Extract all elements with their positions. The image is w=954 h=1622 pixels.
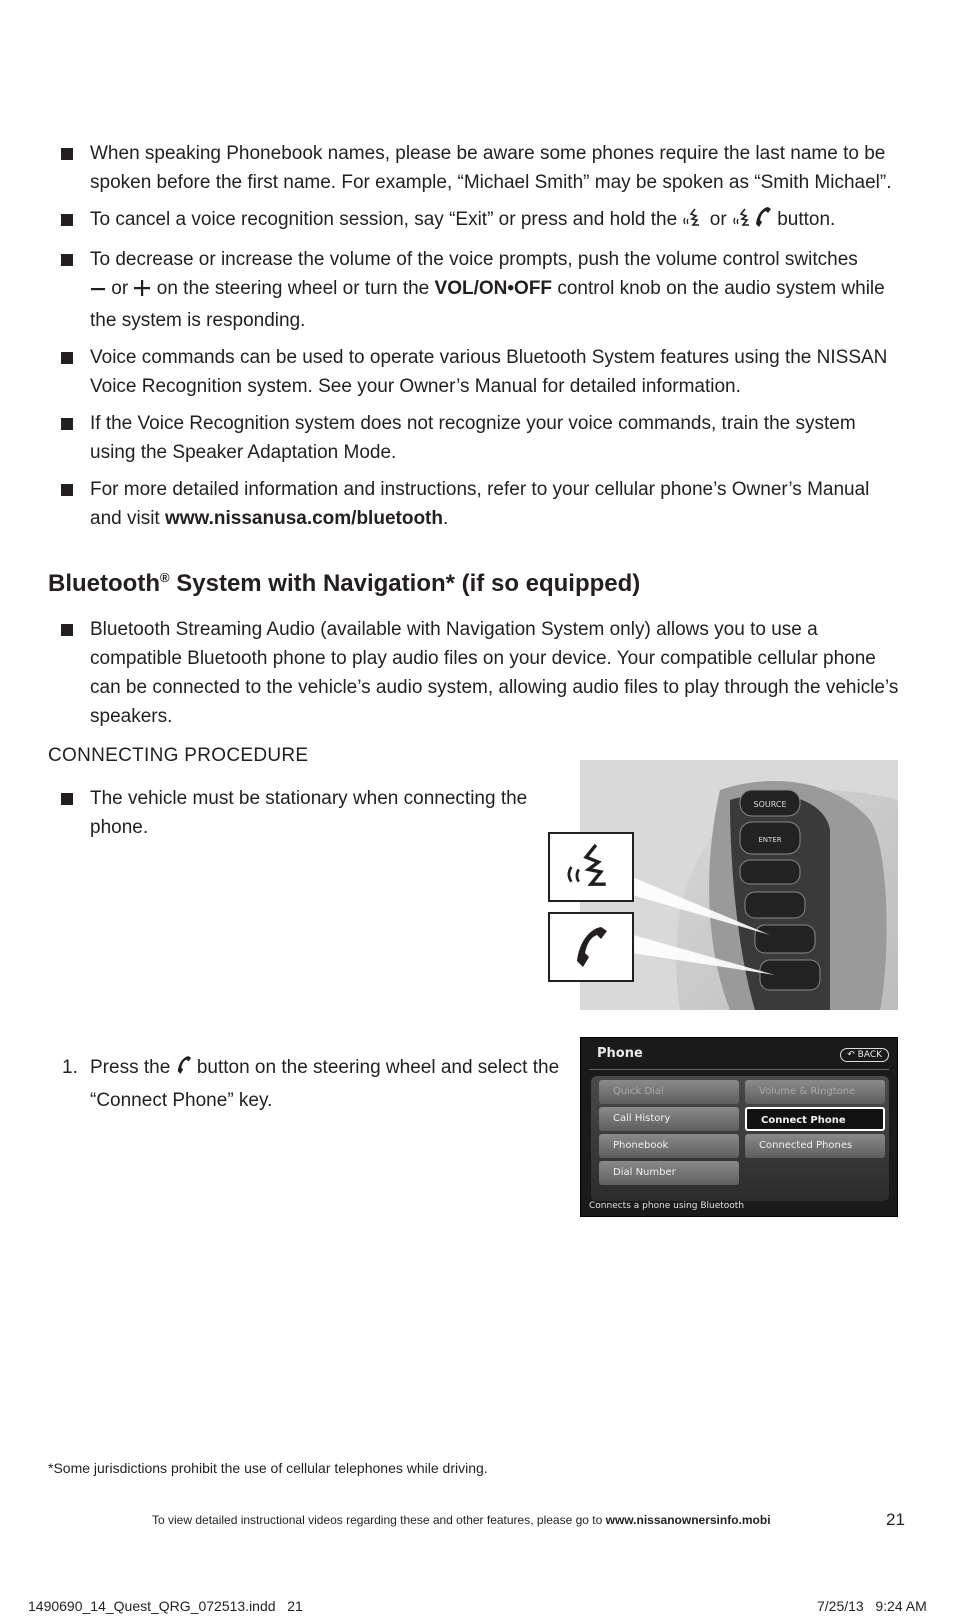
list-item: To decrease or increase the volume of the voice prompts, push the volume control switches or on the steering wheel or turn the VOL/ON•OFF control knob on the audio system while the system is responding. xyxy=(0,245,954,335)
list-item: For more detailed information and instructions, refer to your cellular phone’s Owner’s Manual and visit www.nissanusa.com/bluetooth. xyxy=(0,475,954,533)
phone-button-callout xyxy=(548,912,634,982)
bullet-square xyxy=(61,352,73,364)
source-button-label: SOURCE xyxy=(753,800,787,809)
print-slug-date: 7/25/13 9:24 AM xyxy=(817,1598,927,1614)
print-slug-file: 1490690_14_Quest_QRG_072513.indd 21 xyxy=(28,1598,303,1614)
section-title: Bluetooth® System with Navigation* (if so equipped) xyxy=(48,570,641,597)
screen-status-text: Connects a phone using Bluetooth xyxy=(589,1201,745,1211)
menu-item-quick-dial[interactable]: Quick Dial xyxy=(599,1080,739,1104)
voice-talk-icon xyxy=(682,208,704,237)
screen-divider xyxy=(589,1069,889,1070)
menu-item-volume-ringtone[interactable]: Volume & Ringtone xyxy=(745,1080,885,1104)
enter-button-label: ENTER xyxy=(758,836,782,844)
menu-item-connect-phone[interactable]: Connect Phone xyxy=(745,1107,885,1131)
minus-icon xyxy=(90,277,106,306)
section-bullet-list xyxy=(0,615,954,739)
subhead-connecting-procedure: CONNECTING PROCEDURE xyxy=(48,745,309,766)
connect-bullet-list xyxy=(0,784,560,850)
menu-item-phonebook[interactable]: Phonebook xyxy=(599,1134,739,1158)
page-number: 21 xyxy=(886,1510,905,1529)
menu-item-connected-phones[interactable]: Connected Phones xyxy=(745,1134,885,1158)
footer-link[interactable]: www.nissanownersinfo.mobi xyxy=(605,1513,771,1527)
phone-handset-icon xyxy=(176,1054,192,1086)
footnote: *Some jurisdictions prohibit the use of cellular telephones while driving. xyxy=(48,1460,488,1476)
list-item: If the Voice Recognition system does not recognize your voice commands, train the system using the Speaker Adaptation Mode. xyxy=(0,409,954,467)
bullet-square xyxy=(61,214,73,226)
bullet-square xyxy=(61,484,73,496)
list-item: To cancel a voice recognition session, say “Exit” or press and hold the or button. xyxy=(0,205,954,237)
bullet-square xyxy=(61,793,73,805)
bullet-square xyxy=(61,254,73,266)
phone-handset-icon xyxy=(573,921,609,973)
bullet-square xyxy=(61,418,73,430)
plus-icon xyxy=(133,277,151,306)
list-item: Bluetooth Streaming Audio (available with Navigation System only) allows you to use a compatible Bluetooth phone to play audio files on your device. Your compatible cellular phone can be connected to the vehicle’s audio system, allowing audio files to play through the vehicle’s speakers. xyxy=(0,615,954,731)
step-1: 1. Press the button on the steering wheel and select the “Connect Phone” key. xyxy=(62,1053,562,1116)
list-item: When speaking Phonebook names, please be aware some phones require the last name to be spoken before the first name. For example, “Michael Smith” may be spoken as “Smith Michael”. xyxy=(0,139,954,197)
voice-button-callout xyxy=(548,832,634,902)
list-item: The vehicle must be stationary when connecting the phone. xyxy=(0,784,560,842)
menu-item-dial-number[interactable]: Dial Number xyxy=(599,1161,739,1185)
bullet-square xyxy=(61,624,73,636)
back-button[interactable]: ↶ BACK xyxy=(840,1048,889,1062)
voice-talk-icon xyxy=(732,208,754,237)
list-item: Voice commands can be used to operate various Bluetooth System features using the NISSAN Voice Recognition system. See your Owner’s Manual for detailed information. xyxy=(0,343,954,401)
screen-title: Phone xyxy=(597,1046,643,1061)
menu-item-call-history[interactable]: Call History xyxy=(599,1107,739,1131)
top-bullet-list xyxy=(0,139,954,541)
bullet-square xyxy=(61,148,73,160)
footer-text: To view detailed instructional videos regarding these and other features, please go to www.nissanownersinfo.mobi xyxy=(152,1513,771,1527)
bluetooth-url[interactable]: www.nissanusa.com/bluetooth xyxy=(164,508,443,529)
phone-handset-icon xyxy=(754,206,772,237)
voice-talk-icon xyxy=(564,841,618,893)
phone-menu-screen xyxy=(580,1037,898,1217)
